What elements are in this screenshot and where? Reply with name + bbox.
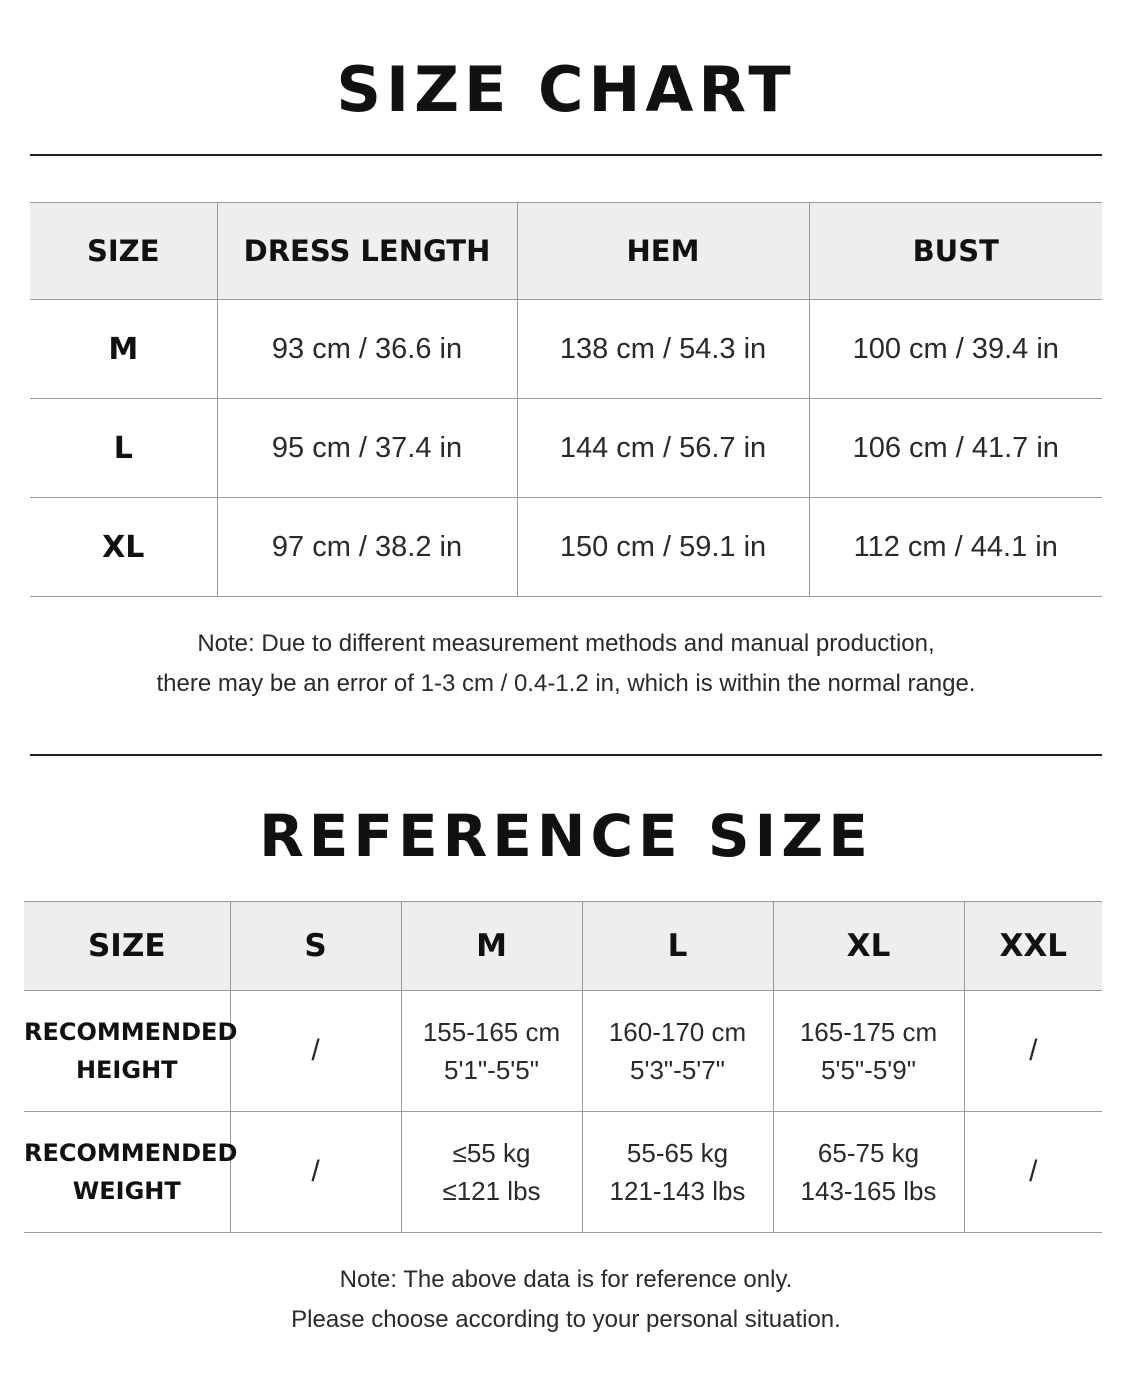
size-label: M [30,300,217,399]
weight-xxl: / [964,1112,1102,1233]
reference-size-title: REFERENCE SIZE [259,802,873,870]
size-chart-title: SIZE CHART [336,53,796,126]
height-metric: 160-170 cm [608,1017,747,1047]
weight-s: / [230,1112,401,1233]
row-label-line: RECOMMENDED [24,1139,238,1167]
header-hem: HEM [517,203,809,300]
height-xxl: / [964,991,1102,1112]
weight-metric: 65-75 kg [817,1138,920,1168]
weight-metric: 55-65 kg [626,1138,729,1168]
row-label-weight [24,1112,238,1233]
recommended-weight-row [24,1112,1102,1233]
divider-middle [30,754,1102,756]
reference-header-row [24,902,1102,991]
row-label-line: HEIGHT [75,1056,178,1084]
height-imperial: 5'5"-5'9" [821,1055,916,1085]
note-line: Note: Due to different measurement methods and manual production, [197,630,935,657]
height-metric: 155-165 cm [422,1017,561,1047]
height-imperial: 5'1"-5'5" [444,1055,539,1085]
header-xl: XL [773,902,964,991]
header-bust: BUST [809,203,1102,300]
reference-size-table [24,901,1102,1233]
divider-top [30,154,1102,156]
height-s: / [230,991,401,1112]
hem-value: 144 cm / 56.7 in [517,399,809,498]
weight-l [582,1112,773,1233]
size-label: L [30,399,217,498]
size-chart-header-row [30,203,1102,300]
height-xl [773,991,964,1112]
height-metric: 165-175 cm [799,1017,938,1047]
hem-value: 150 cm / 59.1 in [517,498,809,597]
bust-value: 112 cm / 44.1 in [809,498,1102,597]
dress-length-value: 93 cm / 36.6 in [217,300,517,399]
size-chart-table [30,202,1102,597]
size-label: XL [30,498,217,597]
header-dress-length: DRESS LENGTH [217,203,517,300]
reference-size-note [0,1260,1132,1340]
weight-imperial: 121-143 lbs [609,1176,746,1206]
weight-imperial: ≤121 lbs [442,1176,541,1206]
header-l: L [582,902,773,991]
weight-imperial: 143-165 lbs [800,1176,937,1206]
header-xxl: XXL [964,902,1102,991]
table-row [30,399,1102,498]
weight-metric: ≤55 kg [452,1138,531,1168]
header-size: SIZE [30,203,217,300]
bust-value: 106 cm / 41.7 in [809,399,1102,498]
hem-value: 138 cm / 54.3 in [517,300,809,399]
note-line: Note: The above data is for reference only. [339,1266,793,1293]
header-s: S [230,902,401,991]
dress-length-value: 97 cm / 38.2 in [217,498,517,597]
weight-m [401,1112,582,1233]
table-row [30,300,1102,399]
bust-value: 100 cm / 39.4 in [809,300,1102,399]
recommended-height-row [24,991,1102,1112]
size-chart-note [0,624,1132,704]
weight-xl [773,1112,964,1233]
row-label-height [24,991,238,1112]
header-m: M [401,902,582,991]
row-label-line: WEIGHT [72,1177,181,1205]
height-l [582,991,773,1112]
table-row [30,498,1102,597]
height-m [401,991,582,1112]
header-size: SIZE [24,902,230,991]
note-line: there may be an error of 1-3 cm / 0.4-1.2 in, which is within the normal range. [156,670,976,697]
row-label-line: RECOMMENDED [24,1018,238,1046]
height-imperial: 5'3"-5'7" [630,1055,725,1085]
dress-length-value: 95 cm / 37.4 in [217,399,517,498]
note-line: Please choose according to your personal situation. [291,1306,841,1333]
